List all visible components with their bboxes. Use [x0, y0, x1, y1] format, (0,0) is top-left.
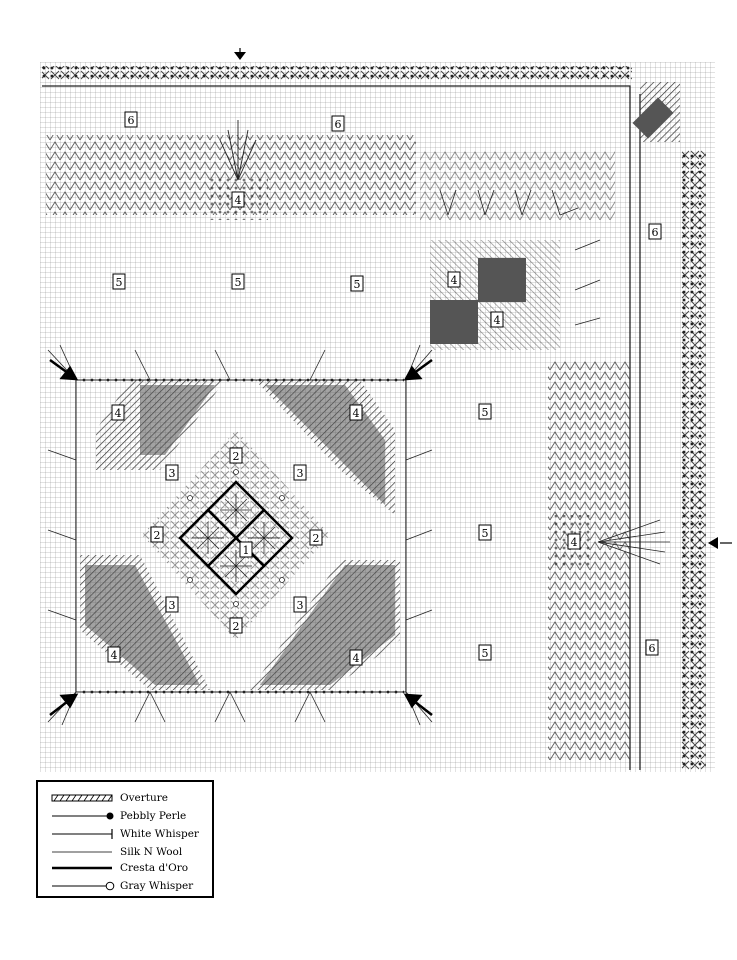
area-label-text: 4 — [110, 649, 118, 662]
top-border-dots — [42, 66, 632, 80]
area-label-2 — [230, 618, 242, 633]
hatched-thick-line-icon — [46, 790, 120, 806]
area-label-text: 2 — [153, 529, 161, 542]
area-label-4 — [491, 312, 503, 327]
band-chevrons-right-top — [420, 150, 615, 220]
legend-label: Cresta d'Oro — [120, 862, 189, 874]
area-label-text: 5 — [481, 527, 489, 540]
ur-dark-square-2 — [430, 300, 478, 344]
thin-line-icon — [46, 844, 120, 860]
legend-label: Silk N Wool — [120, 846, 183, 858]
ur-dark-square-1 — [478, 258, 526, 302]
area-label-4 — [448, 272, 460, 287]
area-label-5 — [479, 645, 491, 660]
area-label-2 — [230, 448, 242, 463]
area-label-5 — [232, 274, 244, 289]
area-label-5 — [479, 525, 491, 540]
area-label-3 — [294, 597, 306, 612]
central-frame-inner-dots-bottom — [78, 688, 404, 694]
area-label-text: 3 — [296, 599, 304, 612]
area-label-3 — [294, 465, 306, 480]
area-label-text: 5 — [481, 647, 489, 660]
line-bar-icon — [46, 826, 120, 842]
legend-item-white-whisper — [38, 826, 216, 842]
area-label-2 — [151, 527, 163, 542]
thick-line-icon — [46, 860, 120, 876]
legend-label: White Whisper — [120, 828, 199, 840]
area-label-text: 3 — [168, 599, 176, 612]
area-label-text: 3 — [296, 467, 304, 480]
center-arrow-top-icon — [234, 48, 246, 60]
legend-item-cresta-d-oro — [38, 860, 216, 876]
area-label-text: 4 — [450, 274, 458, 287]
area-label-2 — [310, 530, 322, 545]
area-label-text: 1 — [242, 544, 250, 557]
area-label-5 — [479, 404, 491, 419]
legend-item-overture — [38, 790, 216, 806]
stitch-legend — [36, 780, 214, 898]
legend-label: Gray Whisper — [120, 880, 194, 892]
area-label-text: 2 — [232, 620, 240, 633]
area-label-1 — [240, 542, 252, 557]
area-label-text: 2 — [232, 450, 240, 463]
legend-label: Overture — [120, 792, 168, 804]
area-label-3 — [166, 465, 178, 480]
area-label-text: 5 — [234, 276, 242, 289]
legend-item-silk-n-wool — [38, 844, 216, 860]
area-label-4 — [350, 650, 362, 665]
area-label-6 — [332, 116, 344, 131]
area-label-4 — [350, 405, 362, 420]
line-circle-icon — [46, 878, 120, 894]
area-label-3 — [166, 597, 178, 612]
area-label-text: 5 — [481, 406, 489, 419]
area-label-text: 4 — [493, 314, 501, 327]
area-label-text: 5 — [353, 278, 361, 291]
area-label-4 — [112, 405, 124, 420]
area-label-text: 6 — [648, 642, 656, 655]
area-label-text: 4 — [114, 407, 122, 420]
area-label-6 — [646, 640, 658, 655]
area-label-4 — [232, 192, 244, 207]
legend-item-gray-whisper — [38, 878, 216, 894]
right-border-dots — [682, 150, 706, 770]
area-label-text: 4 — [352, 652, 360, 665]
area-label-text: 4 — [570, 536, 578, 549]
area-label-5 — [351, 276, 363, 291]
line-dot-icon — [46, 808, 120, 824]
area-label-text: 6 — [651, 226, 659, 239]
legend-item-pebbly-perle — [38, 808, 216, 824]
area-label-text: 5 — [115, 276, 123, 289]
legend-label: Pebbly Perle — [120, 810, 187, 822]
area-label-text: 2 — [312, 532, 320, 545]
area-label-text: 4 — [352, 407, 360, 420]
area-label-text: 6 — [334, 118, 342, 131]
area-label-text: 3 — [168, 467, 176, 480]
area-label-text: 4 — [234, 194, 242, 207]
area-label-4 — [108, 647, 120, 662]
area-label-text: 6 — [127, 114, 135, 127]
area-label-6 — [649, 224, 661, 239]
area-label-4 — [568, 534, 580, 549]
area-label-5 — [113, 274, 125, 289]
area-label-6 — [125, 112, 137, 127]
